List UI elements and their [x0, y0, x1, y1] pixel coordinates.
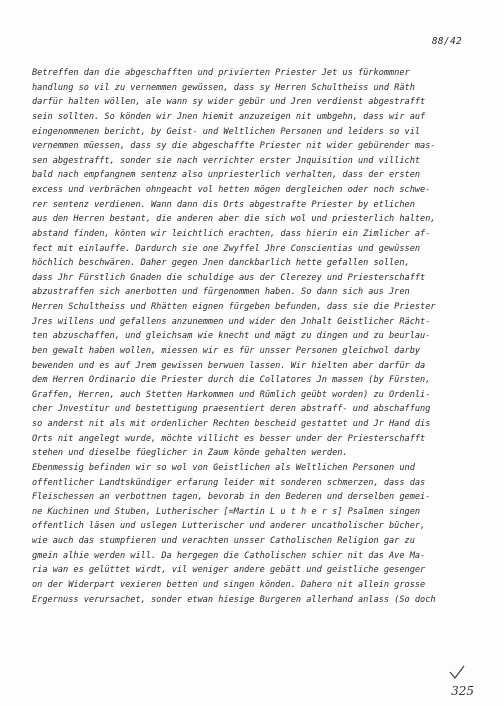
text-line: on der Widerpart vexieren betten und singen könden. Dahero nit allein grosse: [32, 579, 426, 590]
page-number: 88/42: [431, 36, 462, 47]
text-line: excess und verbrächen ohngeacht vol hetten mögen dergleichen oder noch schwe-: [32, 185, 431, 195]
text-line: höchlich beschwären. Daher gegen Jnen danckbarlich hette gefallen sollen,: [32, 258, 410, 269]
text-line: Fleischessen an verbottnen tagen, bevorab in den Bederen und derselben gemei-: [32, 492, 431, 503]
text-line: ne Kuchinen und Stuben, Lutherischer [=Martin L u t h e r s] Psalmen singen: [32, 506, 421, 517]
text-line: vernemmen müessen, dass sy die abgeschaffte Priester nit wider gebürender mas-: [32, 141, 436, 152]
text-line: eingenommenen bericht, by Geist- und Weltlichen Personen und leiders so vil: [32, 126, 421, 137]
text-line: sen abgestrafft, sonder sie nach verrichter erster Jnquisition und villicht: [32, 155, 421, 166]
text-line: wie auch das stumpfieren und verachten unsser Catholischen Religion gar zu: [32, 536, 415, 546]
text-line: ben gewalt haben wollen, miessen wir es für unsser Personen gleichwol darby: [32, 345, 421, 356]
text-line: offentlicher Landtskündiger erfarung leider mit sonderen schmerzen, dass das: [32, 477, 426, 488]
text-line: Jres willens und gefallens anzunemmen und wider den Jnhalt Geistlicher Rächt-: [32, 316, 431, 327]
text-line: Ebenmessig befinden wir so wol von Geistlichen als Weltlichen Personen und: [32, 462, 415, 473]
text-line: Ergernuss verursachet, sonder etwan hiesige Burgeren allerhand anlass (So doch: [32, 594, 436, 605]
text-line: darfür halten wöllen, ale wann sy wider gebür und Jren verdienst abgestrafft: [32, 97, 426, 108]
text-line: Orts nit angelegt wurde, möchte villicht es besser under der Priesterschafft: [32, 433, 426, 444]
text-line: Herren Schultheiss und Rhätten eignen fürgeben befunden, dass sie die Priester: [32, 302, 436, 312]
text-line: offentlich läsen und uslegen Lutterischer und anderer uncatholischer bücher,: [32, 521, 426, 532]
text-line: sein sollten. So könden wir Jnen hiemit anzuzeigen nit umbgehn, dass wir auf: [32, 111, 426, 122]
text-line: Graffen, Herren, auch Stetten Harkommen und Rümlich geübt worden) zu Ordenli-: [32, 389, 431, 400]
text-line: ten abzuschaffen, und gleichsam wie knecht und mägt zu dingen und zu beurlau-: [32, 331, 431, 342]
text-line: handlung so vil zu vernemmen gewüssen, dass sy Herren Schultheiss und Räth: [32, 82, 415, 93]
text-line: abstand finden, könten wir leichtlich erachten, dass hierin ein Zimlicher af-: [32, 228, 431, 239]
text-line: Betreffen dan die abgeschafften und privierten Priester Jet us fürkommner: [32, 68, 410, 78]
text-line: stehen und dieselbe füeglicher in Zaum könde gehalten werden.: [32, 448, 348, 459]
text-line: bewenden und es auf Jrem gewissen berwuen lassen. Wir hielten aber darfür da: [32, 360, 426, 371]
text-line: rer sentenz verdienen. Wann dann dis Orts abgestrafte Priester by etlichen: [32, 199, 415, 210]
text-line: bald nach empfangnem sentenz also unpriesterlich verhalten, dass der ersten: [32, 170, 421, 181]
text-line: fect mit einlauffe. Dardurch sie one Zwyffel Jhre Conscientias und gewüssen: [32, 243, 421, 254]
text-line: ria wan es gelüttet wirdt, vil weniger andere gebätt und geistliche gesenger: [32, 565, 426, 576]
document-text: [32, 66, 478, 607]
text-line: dem Herren Ordinario die Priester durch die Collatores Jn massen (by Fürsten,: [32, 375, 431, 386]
text-line: abzustraffen sich anerbotten und fürgenommen haben. So dann sich aus Jren: [32, 287, 410, 298]
text-line: gmein alhie werden will. Da hergegen die Catholischen schier nit das Ave Ma-: [32, 550, 426, 561]
handwritten-page-number: 325: [451, 684, 474, 698]
text-line: so anderst nit als mit ordenlicher Rechten bescheid gestattet und Jr Hand dis: [32, 419, 431, 429]
text-line: cher Jnvestitur und bestettigung praesentiert deren abstraff- und abschaffung: [32, 404, 431, 415]
text-line: aus den Herren bestant, die anderen aber die sich wol und priesterlich halten,: [32, 214, 436, 225]
text-line: dass Jhr Fürstlich Gnaden die schuldige aus der Clerezey und Priesterschafft: [32, 272, 426, 283]
